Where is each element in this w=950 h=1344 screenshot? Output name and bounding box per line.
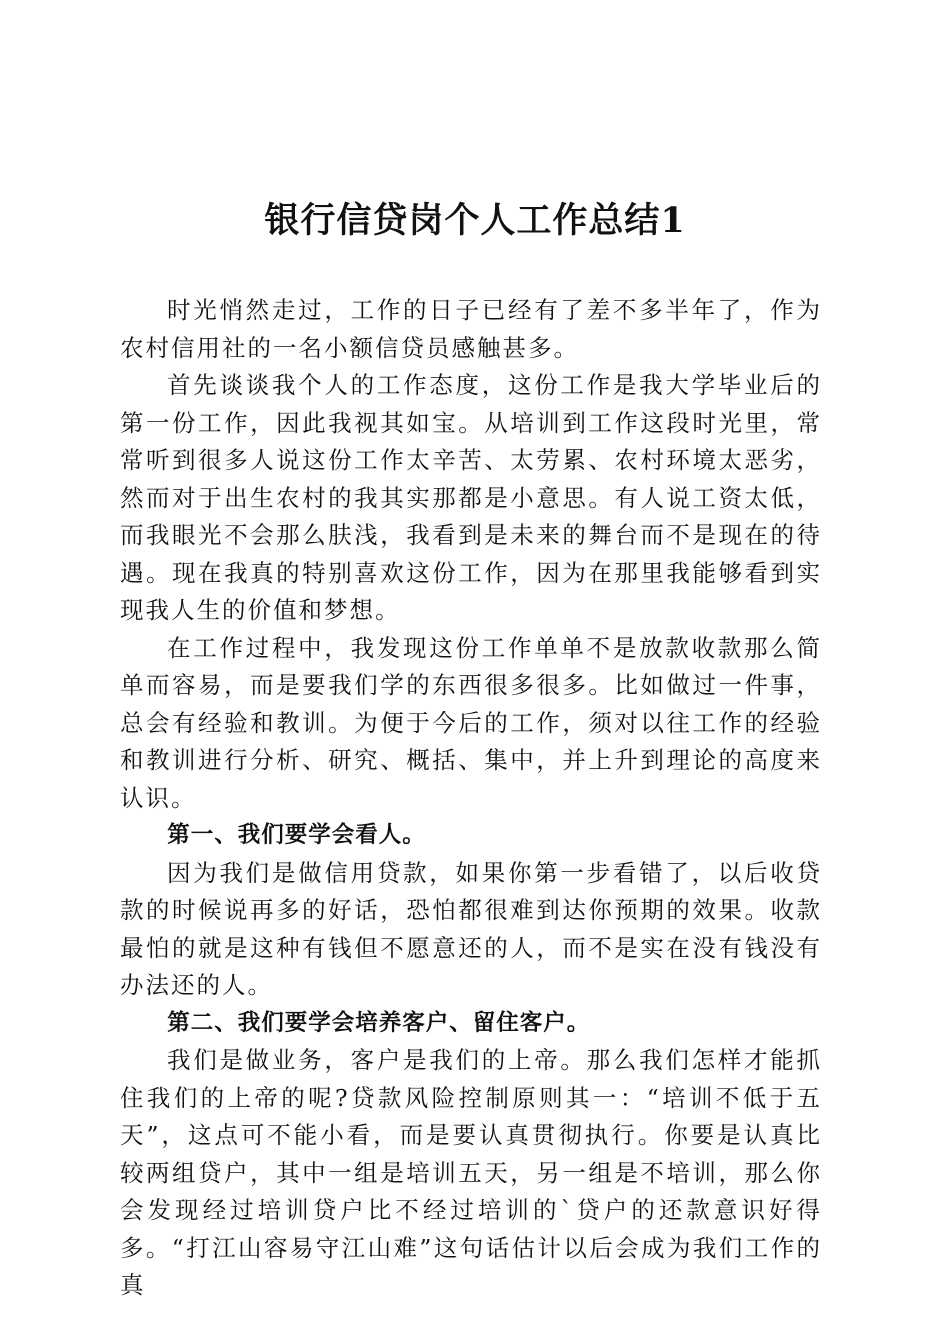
paragraph-intro: 时光悄然走过，工作的日子已经有了差不多半年了，作为农村信用社的一名小额信贷员感触甚多。: [120, 296, 822, 362]
paragraph-judge-people: 因为我们是做信用贷款，如果你第一步看错了，以后收贷款的时候说再多的好话，恐怕都很难到达你预期的效果。收款最怕的就是这种有钱但不愿意还的人，而不是实在没有钱没有办法还的人。: [120, 858, 822, 999]
paragraph-customers: 我们是做业务，客户是我们的上帝。那么我们怎样才能抓住我们的上帝的呢?贷款风险控制原则其一：“培训不低于五天”，这点可不能小看，而是要认真贯彻执行。你要是认真比较两组贷户，其中一组是培训五天，另一组是不培训，那么你会发现经过培训贷户比不经过培训的`贷户的还款意识好得多。“打江山容易守江山难”这句话估计以后会成为我们工作的真: [120, 1046, 822, 1299]
section-heading-1: 第一、我们要学会看人。: [167, 822, 426, 848]
paragraph-process: 在工作过程中，我发现这份工作单单不是放款收款那么简单而容易，而是要我们学的东西很多很多。比如做过一件事，总会有经验和教训。为便于今后的工作，须对以往工作的经验和教训进行分析、研究、概括、集中，并上升到理论的高度来认识。: [120, 633, 822, 812]
document-title: 银行信贷岗个人工作总结1: [264, 200, 686, 241]
document-body: [120, 292, 822, 1305]
section-heading-2: 第二、我们要学会培养客户、留住客户。: [167, 1009, 591, 1036]
paragraph-attitude: 首先谈谈我个人的工作态度，这份工作是我大学毕业后的第一份工作，因此我视其如宝。从培训到工作这段时光里，常常听到很多人说这份工作太辛苦、太劳累、农村环境太恶劣，然而对于出生农村的我其实那都是小意思。有人说工资太低，而我眼光不会那么肤浅，我看到是未来的舞台而不是现在的待遇。现在我真的特别喜欢这份工作，因为在那里我能够看到实现我人生的价值和梦想。: [120, 371, 822, 624]
